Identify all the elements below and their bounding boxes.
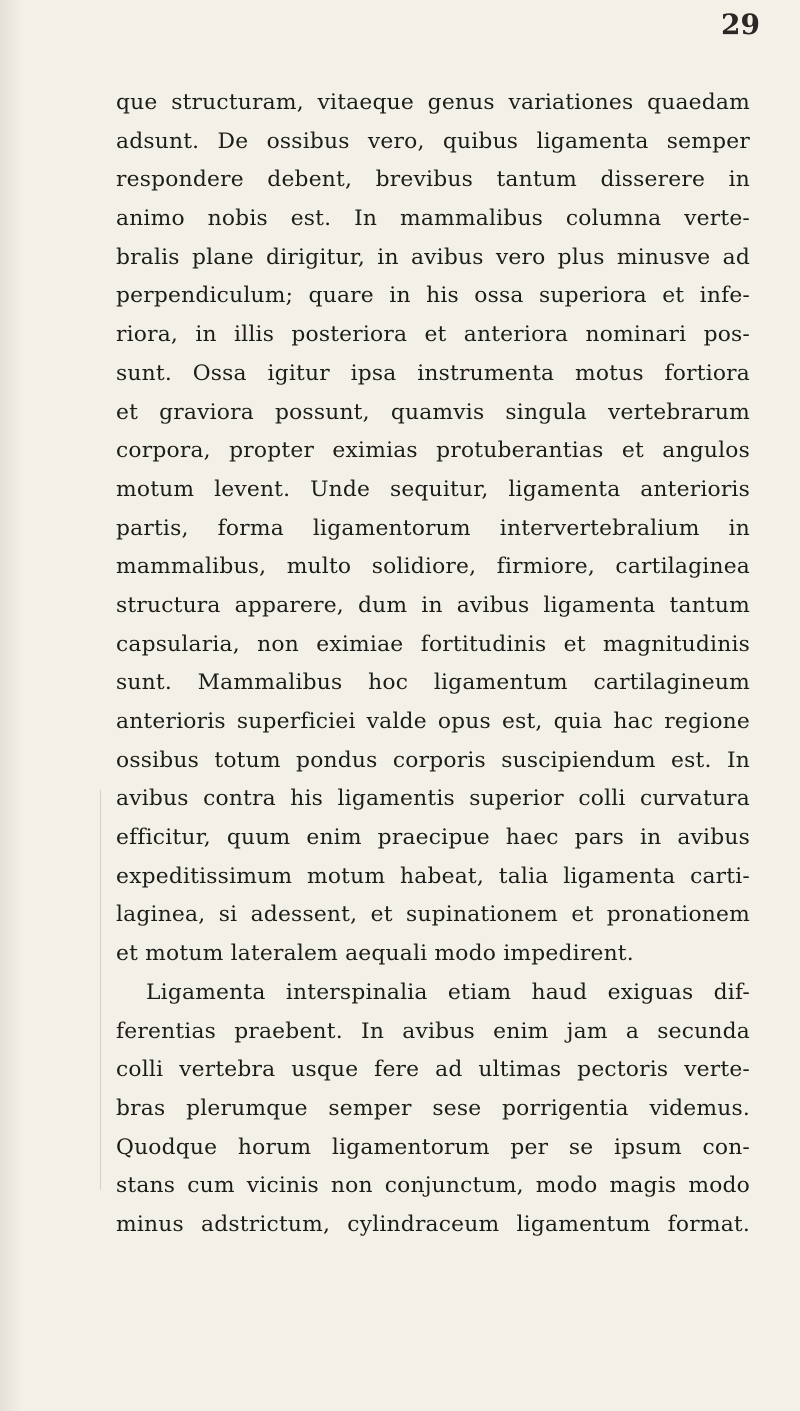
body-text	[116, 84, 750, 1245]
text-line: avibus contra his ligamentis superior colli curvatura	[116, 786, 750, 812]
text-line: sunt. Ossa igitur ipsa instrumenta motus fortiora	[116, 360, 750, 386]
text-line: mammalibus, multo solidiore, firmiore, cartilaginea	[116, 554, 750, 580]
text-line: sunt. Mammalibus hoc ligamentum cartilagineum	[116, 670, 750, 696]
text-line: ossibus totum pondus corporis suscipiendum est. In	[116, 747, 750, 773]
text-line: capsularia, non eximiae fortitudinis et magnitudinis	[116, 631, 750, 657]
text-line: expeditissimum motum habeat, talia ligamenta carti-	[116, 863, 750, 889]
text-line: riora, in illis posteriora et anteriora nominari pos-	[116, 322, 750, 348]
page-edge-shadow	[0, 0, 22, 1411]
text-line: animo nobis est. In mammalibus columna verte-	[116, 206, 750, 232]
text-line: respondere debent, brevibus tantum disserere in	[116, 167, 750, 193]
text-line: motum levent. Unde sequitur, ligamenta anterioris	[116, 476, 750, 502]
text-line: Quodque horum ligamentorum per se ipsum con-	[116, 1134, 750, 1160]
paragraph-start-line: Ligamenta interspinalia etiam haud exiguas dif-	[146, 979, 750, 1005]
text-line: stans cum vicinis non conjunctum, modo magis modo	[116, 1173, 750, 1199]
text-line: structura apparere, dum in avibus ligamenta tantum	[116, 592, 750, 618]
text-line: partis, forma ligamentorum intervertebralium in	[116, 515, 750, 541]
text-line: anterioris superficiei valde opus est, quia hac regione	[116, 709, 750, 734]
text-line: adsunt. De ossibus vero, quibus ligamenta semper	[116, 128, 750, 154]
text-line: colli vertebra usque fere ad ultimas pectoris verte-	[116, 1057, 750, 1083]
margin-mark	[100, 790, 101, 1190]
text-line: corpora, propter eximias protuberantias et angulos	[116, 438, 750, 464]
text-line: ferentias praebent. In avibus enim jam a secunda	[116, 1018, 750, 1044]
text-line: perpendiculum; quare in his ossa superiora et infe-	[116, 283, 750, 309]
page-number: 29	[721, 8, 760, 41]
text-line: efficitur, quum enim praecipue haec pars in avibus	[116, 825, 750, 851]
paragraph-end-line: et motum lateralem aequali modo impedirent.	[116, 941, 634, 967]
text-line: et graviora possunt, quamvis singula vertebrarum	[116, 399, 750, 425]
text-line: bras plerumque semper sese porrigentia videmus.	[116, 1095, 750, 1121]
text-line: minus adstrictum, cylindraceum ligamentum format.	[116, 1211, 750, 1237]
text-line: que structuram, vitaeque genus variationes quaedam	[116, 90, 750, 115]
text-line: laginea, si adessent, et supinationem et pronationem	[116, 902, 750, 928]
text-line: bralis plane dirigitur, in avibus vero plus minusve ad	[116, 244, 750, 270]
